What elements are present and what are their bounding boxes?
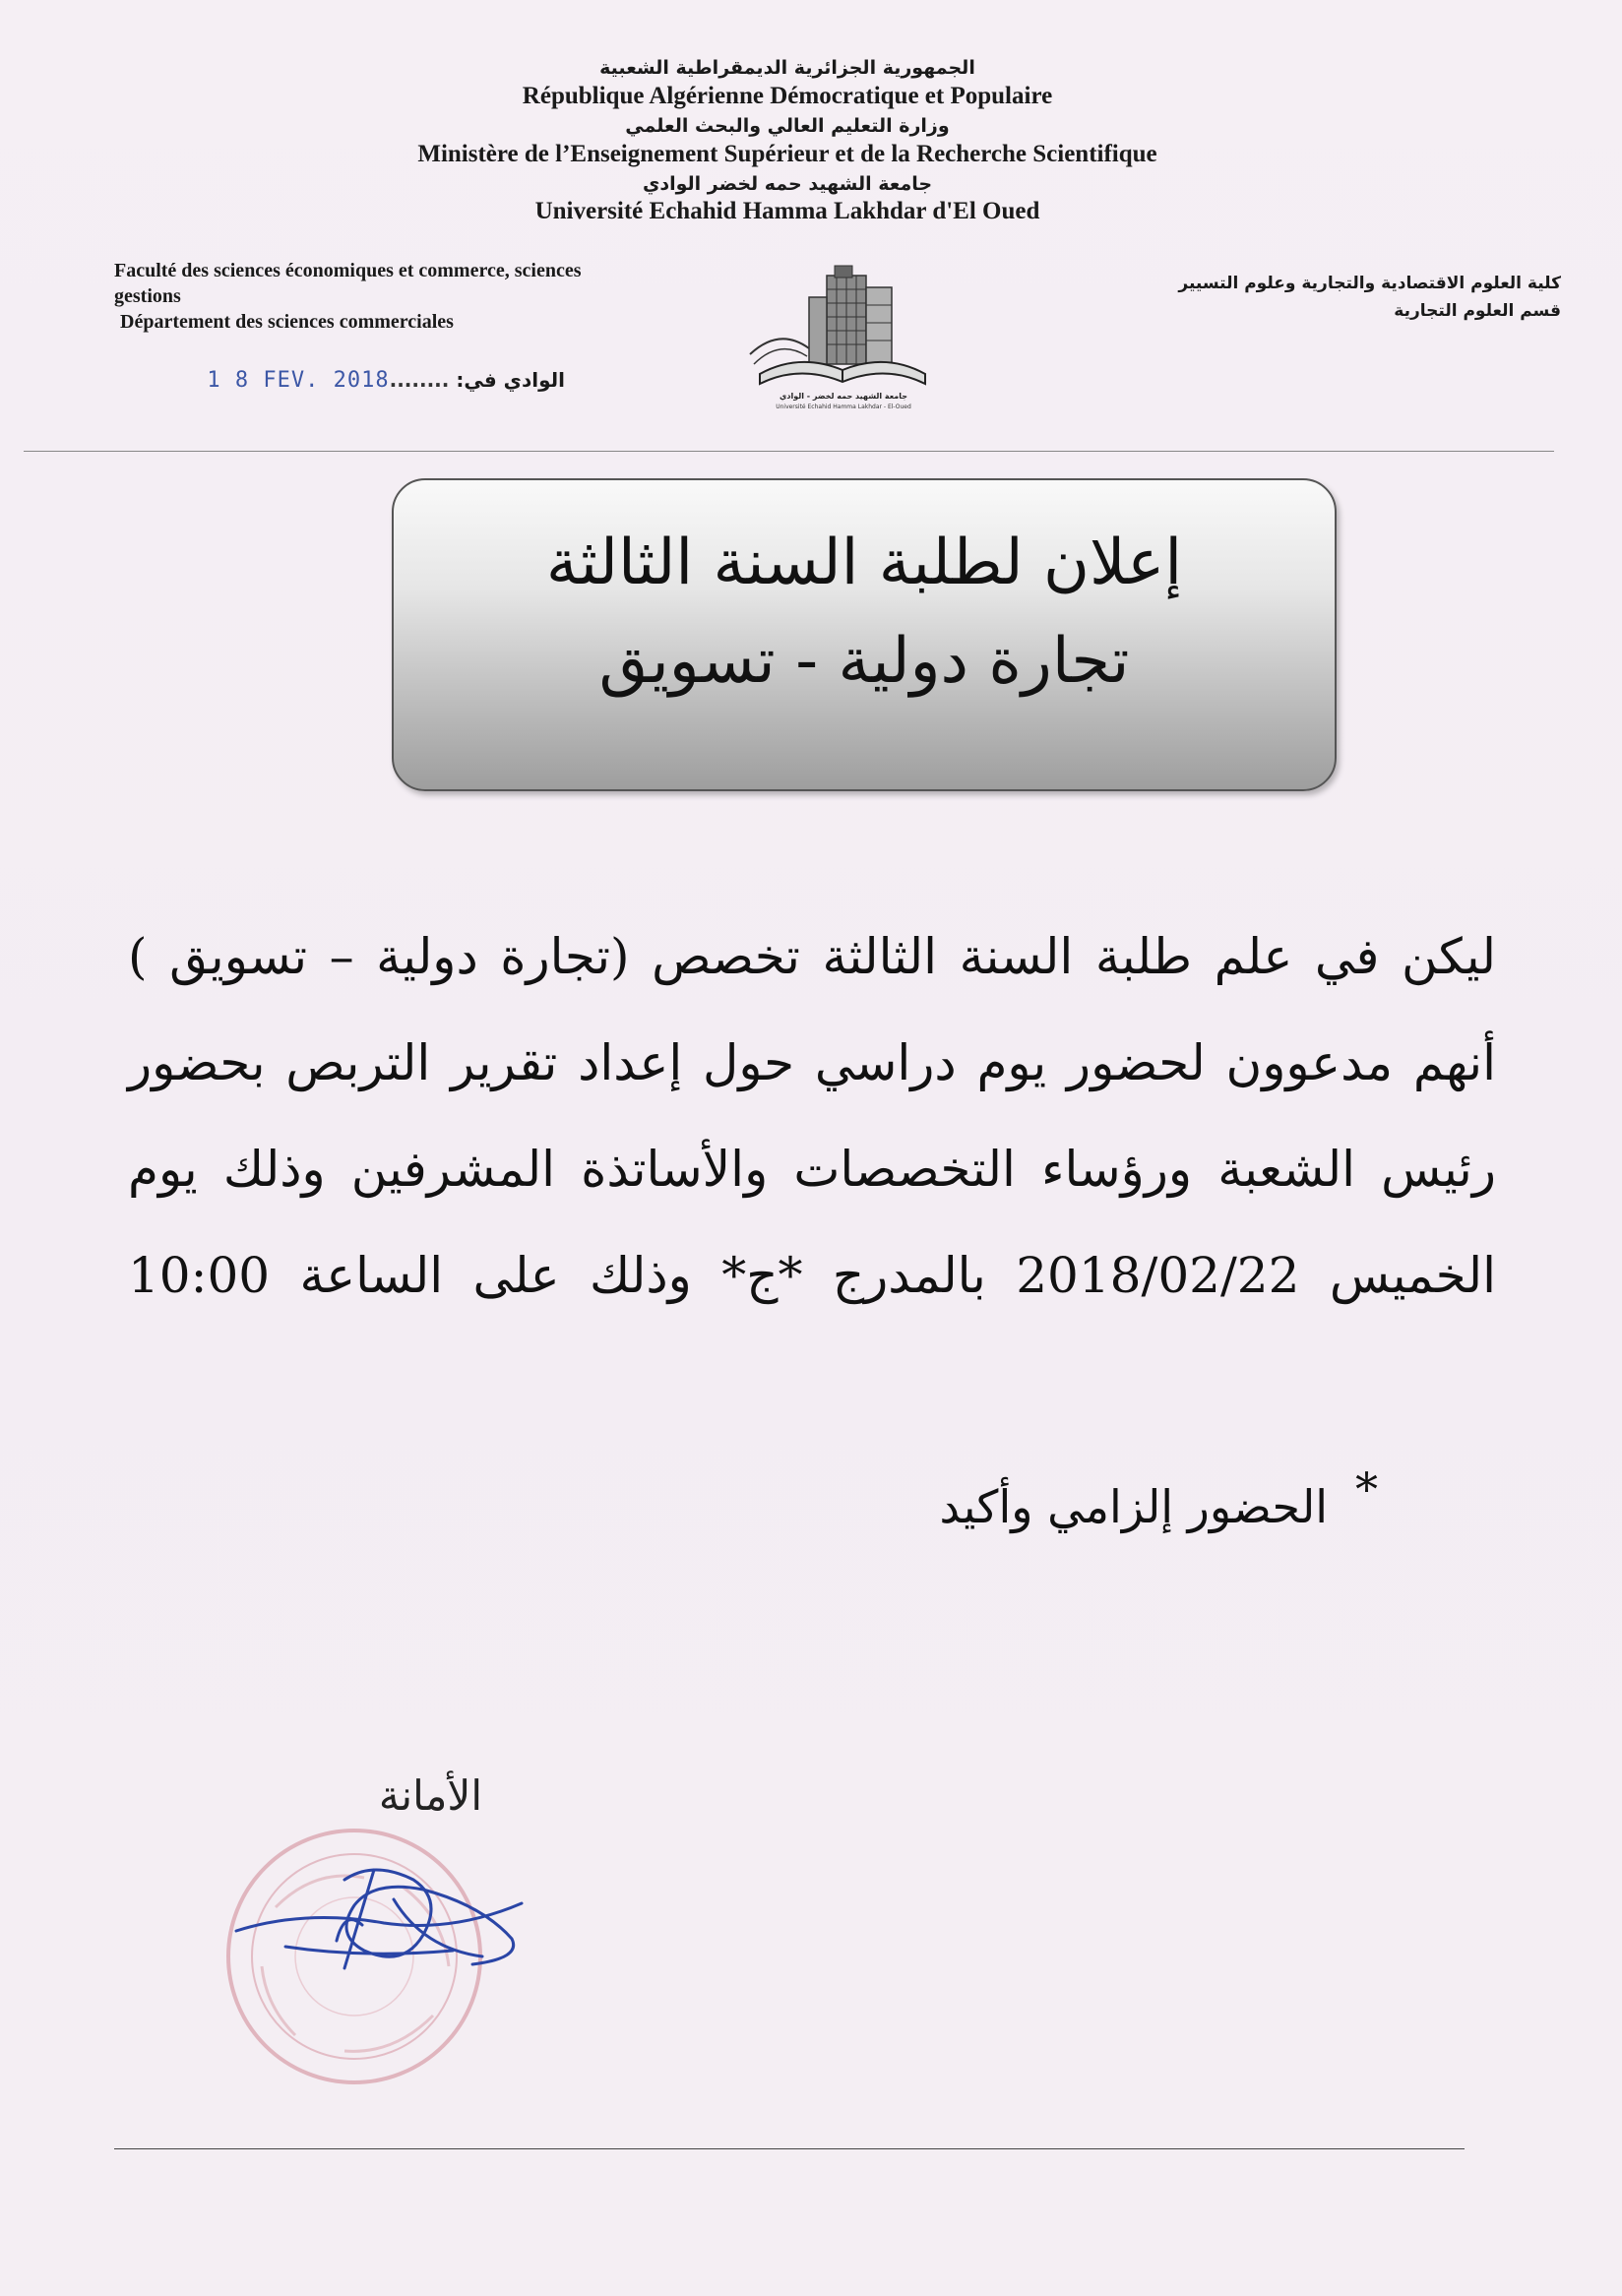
announcement-title-box — [392, 478, 1337, 791]
footer-divider — [114, 2148, 1465, 2149]
logo-text-ar: جامعة الشهيد حمه لخضر - الوادي — [780, 392, 907, 401]
ministry-fr: Ministère de l’Enseignement Supérieur et de la Recherche Scientifique — [417, 140, 1157, 167]
faculty-fr-line1: Faculté des sciences économiques et commerce, sciences — [114, 260, 582, 281]
attendance-note — [591, 1462, 1378, 1533]
title-line-2: تجارة دولية - تسويق — [598, 625, 1130, 698]
faculty-fr-block — [114, 258, 724, 335]
body-line-1: ليكن في علم طلبة السنة الثالثة تخصص (تجارة دولية – تسويق ) — [128, 928, 1496, 985]
body-line-4: الخميس 2018/02/22 بالمدرج *ج* وذلك على الساعة 10:00 — [128, 1247, 1496, 1304]
date-stamp: 1 8 FEV. 2018 — [207, 368, 390, 393]
ministry-ar: وزارة التعليم العالي والبحث العلمي — [625, 114, 950, 137]
note-text: الحضور إلزامي وأكيد — [939, 1480, 1328, 1533]
note-star: * — [1355, 1462, 1378, 1516]
university-fr: Université Echahid Hamma Lakhdar d'El Oued — [534, 198, 1040, 225]
body-line-3: رئيس الشعبة ورؤساء التخصصات والأساتذة المشرفين وذلك يوم — [128, 1141, 1496, 1198]
secretariat-label: الأمانة — [378, 1771, 482, 1820]
republic-fr: République Algérienne Démocratique et Populaire — [522, 82, 1053, 109]
faculty-fr-line2: gestions — [114, 285, 181, 307]
title-line-1: إعلان لطلبة السنة الثالثة — [545, 527, 1183, 599]
date-label: الوادي في: — [456, 368, 565, 392]
header-divider — [24, 451, 1554, 452]
logo-text-fr: Université Echahid Hamma Lakhdar - El-Oued — [776, 403, 911, 410]
faculty-ar: كلية العلوم الاقتصادية والتجارية وعلوم التسيير — [1178, 274, 1561, 293]
faculty-ar-block — [1049, 270, 1561, 325]
republic-ar: الجمهورية الجزائرية الديمقراطية الشعبية — [599, 57, 975, 79]
department-fr: Département des sciences commerciales — [120, 311, 454, 333]
letterhead — [295, 55, 1279, 230]
university-ar: جامعة الشهيد حمه لخضر الوادي — [642, 172, 933, 195]
announcement-body — [128, 903, 1496, 1329]
date-dots: ........ — [389, 368, 450, 392]
department-ar: قسم العلوم التجارية — [1394, 301, 1561, 322]
body-line-2: أنهم مدعوون لحضور يوم دراسي حول إعداد تقرير التربص بحضور — [128, 1034, 1496, 1091]
date-line — [207, 368, 565, 393]
signature-icon — [226, 1840, 541, 1998]
